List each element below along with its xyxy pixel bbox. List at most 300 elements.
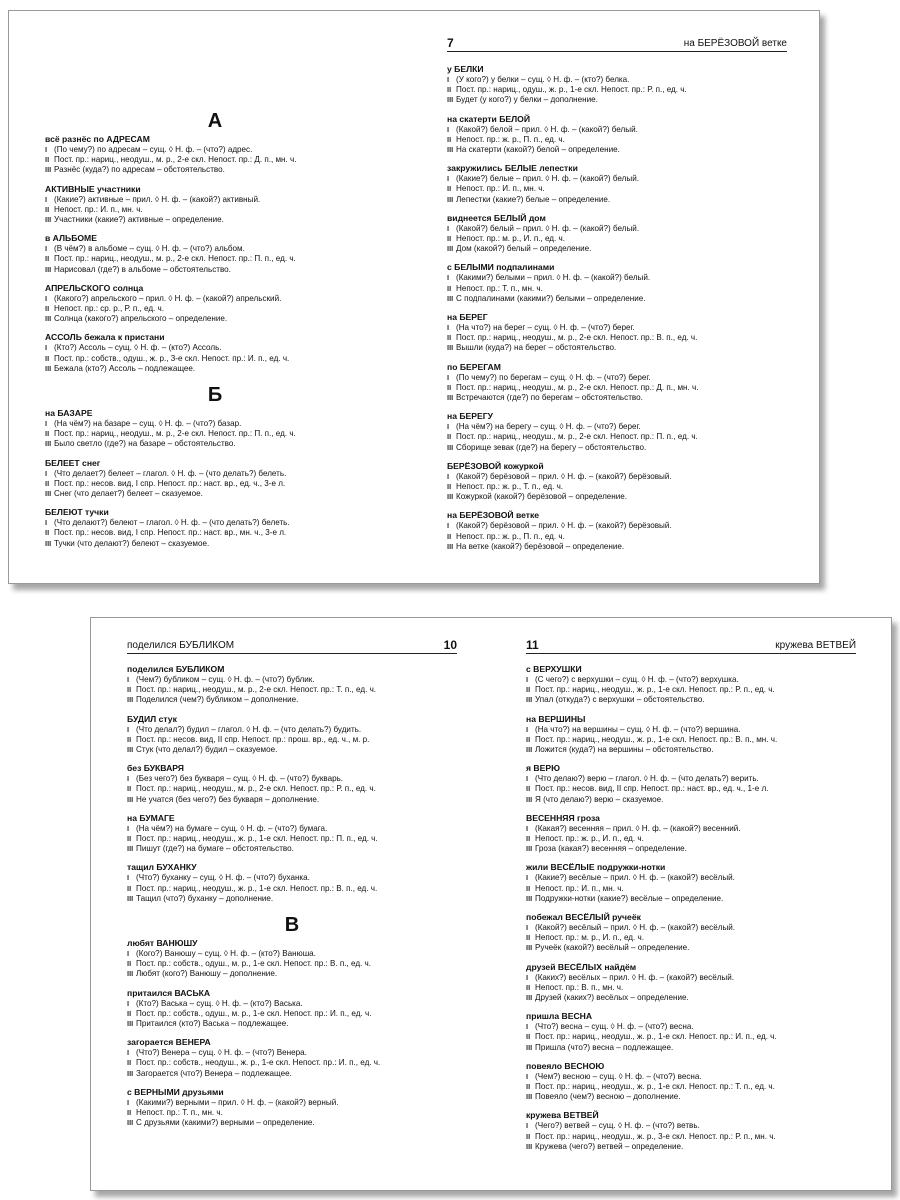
entry-line-text: Будет (у кого?) у белки – дополнение. (456, 95, 598, 105)
morph-step-2-icon: II (45, 155, 50, 165)
morph-step-1-icon: I (526, 1071, 529, 1081)
morph-step-3-icon: III (45, 363, 52, 373)
entry-line (447, 323, 787, 333)
entry-line (447, 284, 787, 294)
entry-line (45, 165, 385, 175)
entry-line-text: (Что?) буханку – сущ. ◊ Н. ф. – (что?) буханка. (136, 873, 310, 883)
entry-line (447, 472, 787, 482)
morph-step-2-icon: II (127, 1058, 132, 1068)
morph-step-1-icon: I (447, 521, 450, 531)
morph-step-3-icon: III (127, 745, 134, 755)
dictionary-entry (127, 938, 457, 980)
morph-step-1-icon: I (447, 223, 450, 233)
entry-line-text: Непост. пр.: И. п., мн. ч. (456, 184, 545, 194)
entry-line (526, 725, 856, 735)
dictionary-entry (526, 962, 856, 1004)
entry-line-text: Пост. пр.: нариц., неодуш., м. р., 2-е скл. Непост. пр.: Д. п., мн. ч. (456, 382, 699, 392)
entry-line-text: (Какие?) белые – прил. ◊ Н. ф. – (какой?) белый. (456, 174, 639, 184)
morph-step-1-icon: I (447, 372, 450, 382)
entry-heading: любят ВАНЮШУ (127, 938, 198, 949)
morph-step-1-icon: I (127, 998, 130, 1008)
entry-line-text: На скатерти (какой?) белой – определение. (456, 145, 620, 155)
entry-line (447, 482, 787, 492)
morph-step-3-icon: III (447, 145, 454, 155)
entry-line-text: Вышли (куда?) на берег – обстоятельство. (456, 343, 617, 353)
entry-line (526, 1072, 856, 1082)
entry-heading: на БЕРЁЗОВОЙ ветке (447, 510, 540, 521)
entry-line (45, 364, 385, 374)
morph-step-2-icon: II (45, 204, 50, 214)
morph-step-3-icon: III (526, 745, 533, 755)
entry-heading: АССОЛЬ бежала к пристани (45, 332, 165, 343)
morph-step-2-icon: II (526, 834, 531, 844)
morph-step-3-icon: III (447, 393, 454, 403)
dictionary-entry (45, 233, 385, 275)
entry-line (127, 949, 457, 959)
morph-step-2-icon: II (447, 85, 452, 95)
morph-step-3-icon: III (127, 695, 134, 705)
entry-line (526, 675, 856, 685)
entry-line (526, 735, 856, 745)
entry-heading: без БУКВАРЯ (127, 763, 184, 774)
entry-heading: на БЕРЕГУ (447, 411, 493, 422)
entry-line-text: (На чём?) на базаре – сущ. ◊ Н. ф. – (что?) базар. (54, 419, 242, 429)
entry-line-text: (Какие?) активные – прил. ◊ Н. ф. – (какой?) активный. (54, 194, 261, 204)
entry-line-text: (Кто?) Ассоль – сущ. ◊ Н. ф. – (кто?) Ассоль. (54, 343, 222, 353)
morph-step-1-icon: I (127, 1097, 130, 1107)
entry-line (45, 244, 385, 254)
entry-line-text: (Какой?) берёзовой – прил. ◊ Н. ф. – (какой?) берёзовый. (456, 521, 672, 531)
morph-step-1-icon: I (127, 774, 130, 784)
entry-heading: с ВЕРХУШКИ (526, 664, 582, 674)
entry-line (447, 393, 787, 403)
entry-line (127, 784, 457, 794)
entry-line (447, 244, 787, 254)
entry-heading: тащил БУХАНКУ (127, 862, 197, 873)
dictionary-entry (447, 64, 787, 106)
morph-step-2-icon: II (447, 432, 452, 442)
dictionary-entry (526, 912, 856, 954)
morph-step-2-icon: II (127, 1108, 132, 1118)
entry-line-text: Пост. пр.: несов. вид, I спр. Непост. пр.: наст. вр., мн. ч., 3-е л. (54, 528, 287, 538)
entry-line-text: Кожуркой (какой?) берёзовой – определение. (456, 492, 628, 502)
morph-step-3-icon: III (447, 442, 454, 452)
book-spread-top (8, 10, 820, 584)
entry-heading: на БУМАГЕ (127, 812, 175, 823)
entry-line (526, 1032, 856, 1042)
entry-line (127, 745, 457, 755)
entry-line (526, 933, 856, 943)
entry-line (447, 432, 787, 442)
morph-step-1-icon: I (526, 923, 529, 933)
morph-step-2-icon: II (127, 1008, 132, 1018)
entry-line (526, 894, 856, 904)
morph-step-1-icon: I (447, 174, 450, 184)
entry-line (127, 844, 457, 854)
morph-step-2-icon: II (127, 784, 132, 794)
entry-line-text: Упал (откуда?) с верхушки – обстоятельство. (535, 695, 705, 705)
entry-line (45, 539, 385, 549)
entry-heading: на БЕРЕГ (447, 312, 488, 323)
morph-step-1-icon: I (526, 873, 529, 883)
section-letter: Б (207, 384, 223, 407)
entry-line-text: Ложится (куда?) на вершины – обстоятельство. (535, 745, 714, 755)
morph-step-3-icon: III (127, 893, 134, 903)
entry-line (526, 1092, 856, 1102)
entry-line (447, 145, 787, 155)
entry-line-text: Пост. пр.: собств., одуш., м. р., 1-е скл. Непост. пр.: И. п., ед. ч. (136, 1008, 372, 1018)
entry-line-text: Тащил (что?) буханку – дополнение. (136, 893, 274, 903)
entry-line (127, 834, 457, 844)
entry-line-text: (Какие?) весёлые – прил. ◊ Н. ф. – (какой?) весёлый. (535, 873, 735, 883)
dictionary-entry (45, 408, 385, 450)
morph-step-2-icon: II (447, 382, 452, 392)
entry-line-text: (На чём?) на бумаге – сущ. ◊ Н. ф. – (что?) бумага. (136, 823, 328, 833)
entry-line-text: Бежала (кто?) Ассоль – подлежащее. (54, 363, 196, 373)
dictionary-entry (447, 362, 787, 404)
entry-line (526, 943, 856, 953)
dictionary-entry (447, 411, 787, 453)
entry-heading: кружева ВЕТВЕЙ (526, 1110, 599, 1121)
dictionary-entry (45, 507, 385, 549)
dictionary-entry (127, 664, 457, 706)
morph-step-3-icon: III (45, 538, 52, 548)
entry-line-text: (Чем?) весною – сущ. ◊ Н. ф. – (что?) весна. (535, 1071, 702, 1081)
entry-line-text: Непост. пр.: ж. р., П. п., ед. ч. (456, 531, 565, 541)
morph-step-2-icon: II (526, 1131, 531, 1141)
entry-line (127, 969, 457, 979)
entry-line (45, 314, 385, 324)
entry-line (447, 373, 787, 383)
entry-heading: пришла ВЕСНА (526, 1011, 593, 1022)
morph-step-1-icon: I (127, 675, 130, 684)
morph-step-1-icon: I (127, 823, 130, 833)
section-letter: В (284, 914, 300, 937)
morph-step-3-icon: III (127, 1068, 134, 1078)
entry-line-text: (На чём?) на берегу – сущ. ◊ Н. ф. – (что?) берег. (456, 422, 641, 432)
morph-step-2-icon: II (447, 184, 452, 194)
entry-line (526, 1132, 856, 1142)
morph-step-2-icon: II (526, 933, 531, 943)
entry-line (447, 532, 787, 542)
entry-line-text: (Какая?) весенняя – прил. ◊ Н. ф. – (какой?) весенний. (535, 823, 741, 833)
entry-line-text: (Что делаю?) верю – глагол. ◊ Н. ф. – (что делать?) верить. (535, 774, 759, 784)
entry-heading: АПРЕЛЬСКОГО солнца (45, 282, 144, 293)
morph-step-3-icon: III (127, 969, 134, 979)
entry-line-text: Сборище зевак (где?) на берегу – обстоятельство. (456, 442, 647, 452)
entry-line-text: (Что?) Венера – сущ. ◊ Н. ф. – (что?) Венера. (136, 1048, 307, 1058)
dictionary-entry (526, 664, 856, 706)
entry-line (127, 884, 457, 894)
entry-line (447, 95, 787, 105)
entry-line-text: Пост. пр.: нариц., неодуш., м. р., 2-е скл. Непост. пр.: Р. п., ед. ч. (136, 784, 376, 794)
entry-line (45, 429, 385, 439)
entry-line (45, 254, 385, 264)
entry-line-text: Стук (что делал?) будил – сказуемое. (136, 745, 278, 755)
morph-step-2-icon: II (447, 482, 452, 492)
entry-line (127, 1019, 457, 1029)
entry-line (127, 959, 457, 969)
entry-line-text: Участники (какие?) активные – определение. (54, 215, 224, 225)
entry-line (526, 884, 856, 894)
entry-heading: друзей ВЕСЁЛЫХ найдём (526, 961, 637, 972)
entry-line-text: Пост. пр.: несов. вид, II спр. Непост. пр.: прош. вр., ед. ч., м. р. (136, 734, 370, 744)
entry-line (526, 844, 856, 854)
morph-step-3-icon: III (45, 215, 52, 225)
morph-step-2-icon: II (127, 685, 132, 695)
morph-step-2-icon: II (447, 134, 452, 144)
entry-line (526, 824, 856, 834)
entry-heading: у БЕЛКИ (447, 64, 484, 74)
entry-line-text: Я (что делаю?) верю – сказуемое. (535, 794, 664, 804)
entry-line-text: Тучки (что делают?) белеют – сказуемое. (54, 538, 210, 548)
dictionary-entry (447, 510, 787, 552)
morph-step-1-icon: I (447, 273, 450, 283)
dictionary-entry (526, 714, 856, 756)
entry-line (45, 145, 385, 155)
entry-heading: загорается ВЕНЕРА (127, 1037, 211, 1048)
entry-line (447, 521, 787, 531)
entry-line (526, 1121, 856, 1131)
entry-line (127, 725, 457, 735)
entry-line-text: Нарисовал (где?) в альбоме – обстоятельство. (54, 264, 231, 274)
entry-line-text: (Какой?) белый – прил. ◊ Н. ф. – (какой?) белый. (456, 223, 640, 233)
entry-line-text: Пост. пр.: нариц., неодуш., ж. р., 1-е скл. Непост. пр.: Р. п., ед. ч. (535, 685, 775, 695)
entry-line-text: Пост. пр.: нариц., неодуш., м. р., 2-е скл. Непост. пр.: П. п., ед. ч. (54, 254, 296, 264)
morph-step-3-icon: III (447, 343, 454, 353)
morph-step-2-icon: II (127, 959, 132, 969)
entry-line (127, 1118, 457, 1128)
entry-line (526, 685, 856, 695)
entry-line (526, 923, 856, 933)
entry-line-text: (По чему?) по адресам – сущ. ◊ Н. ф. – (что?) адрес. (54, 145, 253, 154)
morph-step-3-icon: III (526, 1141, 533, 1151)
morph-step-3-icon: III (526, 1092, 533, 1102)
dictionary-entry (447, 163, 787, 205)
entry-line (447, 383, 787, 393)
entry-line-text: (Какими?) верными – прил. ◊ Н. ф. – (какой?) верный. (136, 1097, 339, 1107)
dictionary-entry (45, 283, 385, 325)
running-title: поделился БУБЛИКОМ (127, 640, 235, 651)
morph-step-2-icon: II (45, 353, 50, 363)
entry-line-text: (Какой?) весёлый – прил. ◊ Н. ф. – (какой?) весёлый. (535, 923, 736, 933)
entry-line-text: Пост. пр.: несов. вид, I спр. Непост. пр.: наст. вр., ед. ч., 3-е л. (54, 478, 286, 488)
entry-heading: побежал ВЕСЁЛЫЙ ручеёк (526, 912, 641, 923)
entry-line (447, 85, 787, 95)
morph-step-1-icon: I (45, 343, 48, 353)
entry-line-text: Кружева (чего?) ветвей – определение. (535, 1141, 684, 1151)
morph-step-1-icon: I (45, 518, 48, 528)
entry-line (45, 304, 385, 314)
entry-line (127, 1098, 457, 1108)
morph-step-1-icon: I (526, 774, 529, 784)
morph-step-1-icon: I (45, 145, 48, 154)
dictionary-entry (447, 312, 787, 354)
entry-line-text: (По чему?) по берегам – сущ. ◊ Н. ф. – (что?) берег. (456, 372, 651, 382)
page-right (511, 618, 891, 1190)
entry-line-text: (На что?) на берег – сущ. ◊ Н. ф. – (что?) берег. (456, 323, 635, 333)
entry-line-text: (Что делают?) белеют – глагол. ◊ Н. ф. – (что делать?) белеть. (54, 518, 290, 528)
entry-line-text: (Какими?) белыми – прил. ◊ Н. ф. – (какой?) белый. (456, 273, 651, 283)
entry-line (447, 542, 787, 552)
dictionary-entry (127, 763, 457, 805)
morph-step-3-icon: III (45, 165, 52, 175)
entry-line (127, 1058, 457, 1068)
entry-line-text: (На что?) на вершины – сущ. ◊ Н. ф. – (что?) вершина. (535, 724, 741, 734)
entry-line-text: Пост. пр.: собств., одуш., ж. р., 3-е скл. Непост. пр.: И. п., ед. ч. (54, 353, 290, 363)
entry-line-text: Не учатся (без чего?) без букваря – дополнение. (136, 794, 320, 804)
entry-heading: на БАЗАРЕ (45, 408, 93, 419)
morph-step-2-icon: II (447, 531, 452, 541)
entry-line-text: На ветке (какой?) берёзовой – определение. (456, 541, 625, 551)
page-right (437, 11, 819, 583)
morph-step-1-icon: I (526, 1022, 529, 1032)
morph-step-2-icon: II (45, 528, 50, 538)
entry-line-text: (Что?) весна – сущ. ◊ Н. ф. – (что?) весна. (535, 1022, 694, 1032)
entry-line-text: Непост. пр.: И. п., мн. ч. (535, 883, 624, 893)
dictionary-entry (127, 1087, 457, 1129)
dictionary-entry (447, 262, 787, 304)
entry-line (127, 735, 457, 745)
entry-line-text: Пост. пр.: несов. вид, II спр. Непост. пр.: наст. вр., ед. ч., 1-е л. (535, 784, 769, 794)
entry-line (526, 993, 856, 1003)
entry-line (526, 795, 856, 805)
dictionary-entry (526, 813, 856, 855)
entry-line-text: Пост. пр.: нариц., неодуш., м. р., 2-е скл. Непост. пр.: Д. п., мн. ч. (54, 155, 297, 165)
entry-line (127, 1069, 457, 1079)
book-spread-bottom (90, 617, 892, 1191)
running-head (447, 38, 787, 52)
entry-line-text: Пост. пр.: нариц., неодуш., м. р., 2-е скл. Непост. пр.: П. п., ед. ч. (54, 429, 296, 439)
entry-line-text: (Кого?) Ванюшу – сущ. ◊ Н. ф. – (кто?) Ванюша. (136, 949, 316, 959)
entry-line (447, 273, 787, 283)
entry-line-text: Было светло (где?) на базаре – обстоятельство. (54, 439, 236, 449)
morph-step-1-icon: I (45, 468, 48, 478)
entry-line (526, 695, 856, 705)
dictionary-entry (526, 763, 856, 805)
entry-heading: по БЕРЕГАМ (447, 361, 501, 372)
entry-line-text: Любят (кого?) Ванюшу – дополнение. (136, 969, 278, 979)
morph-step-2-icon: II (447, 234, 452, 244)
entry-heading: поделился БУБЛИКОМ (127, 664, 225, 674)
entry-line-text: Лепестки (какие?) белые – определение. (456, 194, 611, 204)
dictionary-entry (447, 213, 787, 255)
text-column (447, 64, 787, 560)
entry-line-text: (Без чего?) без букваря – сущ. ◊ Н. ф. – (что?) букварь. (136, 774, 344, 784)
morph-step-1-icon: I (447, 323, 450, 333)
entry-line (526, 973, 856, 983)
entry-line-text: (Каких?) весёлых – прил. ◊ Н. ф. – (какой?) весёлый. (535, 972, 735, 982)
entry-heading: с БЕЛЫМИ подпалинами (447, 262, 555, 273)
morph-step-2-icon: II (447, 333, 452, 343)
dictionary-entry (127, 714, 457, 756)
entry-line (526, 873, 856, 883)
page-left (91, 618, 458, 1190)
morph-step-2-icon: II (127, 734, 132, 744)
entry-line (127, 894, 457, 904)
morph-step-1-icon: I (526, 972, 529, 982)
entry-line (45, 265, 385, 275)
morph-step-3-icon: III (447, 492, 454, 502)
dictionary-entry (127, 862, 457, 904)
entry-heading: в АЛЬБОМЕ (45, 233, 97, 244)
entry-line-text: (Какой?) белой – прил. ◊ Н. ф. – (какой?) белый. (456, 124, 638, 134)
entry-line-text: Притаился (кто?) Васька – подлежащее. (136, 1019, 289, 1029)
entry-line (526, 784, 856, 794)
morph-step-1-icon: I (526, 823, 529, 833)
entry-line (526, 834, 856, 844)
page-number: 11 (526, 638, 539, 652)
running-head (127, 640, 457, 654)
running-title: кружева ВЕТВЕЙ (775, 640, 856, 651)
entry-heading: БУДИЛ стук (127, 713, 177, 724)
morph-step-2-icon: II (526, 982, 531, 992)
entry-line-text: Пост. пр.: нариц., неодуш., ж. р., 1-е скл. Непост. пр.: Т. п., ед. ч. (535, 1082, 775, 1092)
entry-heading: повеяло ВЕСНОЮ (526, 1060, 605, 1071)
dictionary-entry (45, 458, 385, 500)
entry-line (447, 492, 787, 502)
dictionary-entry (45, 184, 385, 226)
text-column (45, 108, 385, 557)
morph-step-1-icon: I (526, 1121, 529, 1131)
entry-line (447, 125, 787, 135)
morph-step-2-icon: II (45, 478, 50, 488)
dictionary-entry (45, 332, 385, 374)
dictionary-entry (526, 1110, 856, 1152)
entry-line-text: (Что делает?) белеет – глагол. ◊ Н. ф. – (что делать?) белеть. (54, 468, 287, 478)
entry-line (127, 873, 457, 883)
entry-line (45, 205, 385, 215)
entry-line (45, 479, 385, 489)
entry-heading: виднеется БЕЛЫЙ дом (447, 212, 546, 223)
entry-line-text: Подружки-нотки (какие?) весёлые – определение. (535, 893, 724, 903)
entry-line (45, 419, 385, 429)
entry-line-text: Друзей (каких?) весёлых – определение. (535, 993, 689, 1003)
entry-line-text: (Чего?) ветвей – сущ. ◊ Н. ф. – (что?) ветвь. (535, 1121, 700, 1131)
entry-line-text: Непост. пр.: ж. р., Т. п., ед. ч. (456, 482, 564, 492)
entry-line-text: (Чем?) бубликом – сущ. ◊ Н. ф. – (что?) бублик. (136, 675, 315, 684)
page-left (9, 11, 414, 583)
entry-line (45, 489, 385, 499)
entry-line-text: Гроза (какая?) весенняя – определение. (535, 844, 687, 854)
morph-step-3-icon: III (45, 439, 52, 449)
entry-line (45, 518, 385, 528)
entry-line-text: Снег (что делает?) белеет – сказуемое. (54, 489, 203, 499)
entry-line (45, 155, 385, 165)
entry-line (127, 675, 457, 685)
entry-line (45, 528, 385, 538)
entry-line-text: Непост. пр.: м. р., И. п., ед. ч. (535, 933, 644, 943)
entry-line-text: Пост. пр.: нариц., неодуш., м. р., 2-е скл. Непост. пр.: Т. п., ед. ч. (136, 685, 377, 695)
entry-line (127, 1009, 457, 1019)
entry-line-text: Пишут (где?) на бумаге – обстоятельство. (136, 844, 294, 854)
entry-line (526, 983, 856, 993)
entry-heading: на скатерти БЕЛОЙ (447, 113, 531, 124)
entry-heading: всё разнёс по АДРЕСАМ (45, 134, 150, 144)
entry-line (447, 422, 787, 432)
entry-line (526, 1043, 856, 1053)
morph-step-1-icon: I (45, 194, 48, 204)
entry-line (45, 469, 385, 479)
morph-step-2-icon: II (127, 883, 132, 893)
entry-line-text: Поделился (чем?) бубликом – дополнение. (136, 695, 299, 705)
morph-step-3-icon: III (127, 1019, 134, 1029)
entry-line (447, 443, 787, 453)
morph-step-2-icon: II (526, 1032, 531, 1042)
text-column (526, 664, 856, 1160)
morph-step-3-icon: III (45, 314, 52, 324)
morph-step-3-icon: III (526, 1042, 533, 1052)
